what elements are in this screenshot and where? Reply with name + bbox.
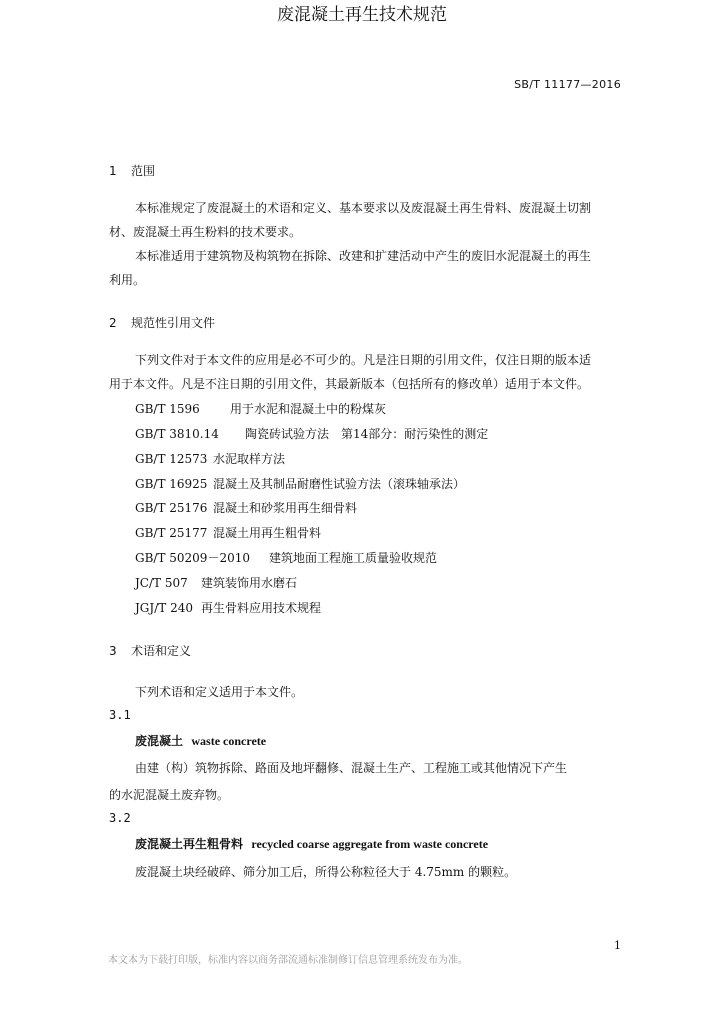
reference-title: 陶瓷砖试验方法 第14部分：耐污染性的测定 (245, 427, 489, 441)
reference-title: 混凝土和砂浆用再生细骨料 (213, 501, 358, 515)
term-cn: 废混凝土再生粗骨料 (135, 837, 244, 851)
scope-para-1-line-1: 本标准规定了废混凝土的术语和定义、基本要求以及废混凝土再生骨料、废混凝土切割 (135, 201, 592, 215)
reference-item (135, 499, 357, 516)
page-number: 1 (614, 939, 621, 952)
section-title: 规范性引用文件 (131, 316, 216, 330)
terms-intro: 下列术语和定义适用于本文件。 (135, 685, 304, 699)
scope-para-2-line-1: 本标准适用于建筑物及构筑物在拆除、改建和扩建活动中产生的废旧水泥混凝土的再生 (135, 249, 592, 263)
reference-code: GB/T 50209－2010 (135, 551, 250, 565)
reference-item (135, 475, 465, 492)
term-title (135, 835, 488, 852)
reference-title: 混凝土用再生粗骨料 (213, 526, 322, 540)
reference-item (135, 599, 321, 616)
section-title: 范围 (131, 164, 156, 178)
scope-para-1-line-2: 材、废混凝土再生粉料的技术要求。 (109, 225, 302, 239)
reference-item (135, 450, 285, 467)
reference-code: GB/T 1596 (135, 402, 200, 416)
term-title (135, 732, 266, 749)
normative-intro-line-2: 用于本文件。凡是不注日期的引用文件，其最新版本（包括所有的修改单）适用于本文件。 (109, 377, 590, 391)
term-en: waste concrete (191, 734, 267, 748)
document-title: 废混凝土再生技术规范 (277, 5, 447, 25)
reference-title: 混凝土及其制品耐磨性试验方法（滚珠轴承法） (213, 477, 466, 491)
term-number: 3.1 (109, 708, 131, 722)
reference-item (135, 549, 437, 566)
standard-code: SB/T 11177—2016 (514, 78, 621, 91)
term-definition-line-2: 的水泥混凝土废弃物。 (109, 788, 230, 802)
scope-para-2-line-2: 利用。 (109, 273, 146, 287)
reference-title: 建筑装饰用水磨石 (201, 576, 298, 590)
reference-title: 再生骨料应用技术规程 (201, 601, 322, 615)
normative-intro-line-1: 下列文件对于本文件的应用是必不可少的。凡是注日期的引用文件，仅注日期的版本适 (135, 353, 592, 367)
term-definition-line-1: 废混凝土块经破碎、筛分加工后，所得公称粒径大于 4.75mm 的颗粒。 (135, 865, 517, 879)
section-number: 2 (109, 316, 117, 330)
reference-item (135, 574, 297, 591)
reference-title: 水泥取样方法 (213, 452, 286, 466)
section-number: 1 (109, 164, 117, 178)
section-2-heading (109, 314, 215, 331)
term-en: recycled coarse aggregate from waste concrete (251, 837, 489, 851)
reference-item (135, 400, 386, 417)
reference-code: GB/T 3810.14 (135, 427, 219, 441)
reference-code: GB/T 16925 (135, 477, 208, 491)
section-title: 术语和定义 (131, 644, 192, 658)
section-3-heading (109, 642, 191, 659)
reference-item (135, 524, 321, 541)
term-definition-line-1: 由建（构）筑物拆除、路面及地坪翻修、混凝土生产、工程施工或其他情况下产生 (135, 761, 568, 775)
reference-title: 建筑地面工程施工质量验收规范 (269, 551, 438, 565)
reference-title: 用于水泥和混凝土中的粉煤灰 (230, 402, 387, 416)
term-number: 3.2 (109, 811, 131, 825)
term-cn: 废混凝土 (135, 734, 184, 748)
reference-code: GB/T 25177 (135, 526, 208, 540)
reference-item (135, 425, 488, 442)
section-1-heading (109, 162, 155, 179)
reference-code: JGJ/T 240 (135, 601, 193, 615)
reference-code: GB/T 12573 (135, 452, 208, 466)
reference-code: GB/T 25176 (135, 501, 208, 515)
footer-notice: 本文本为下载打印版，标准内容以商务部流通标准制修订信息管理系统发布为准。 (108, 955, 468, 966)
reference-code: JC/T 507 (135, 576, 188, 590)
section-number: 3 (109, 644, 117, 658)
